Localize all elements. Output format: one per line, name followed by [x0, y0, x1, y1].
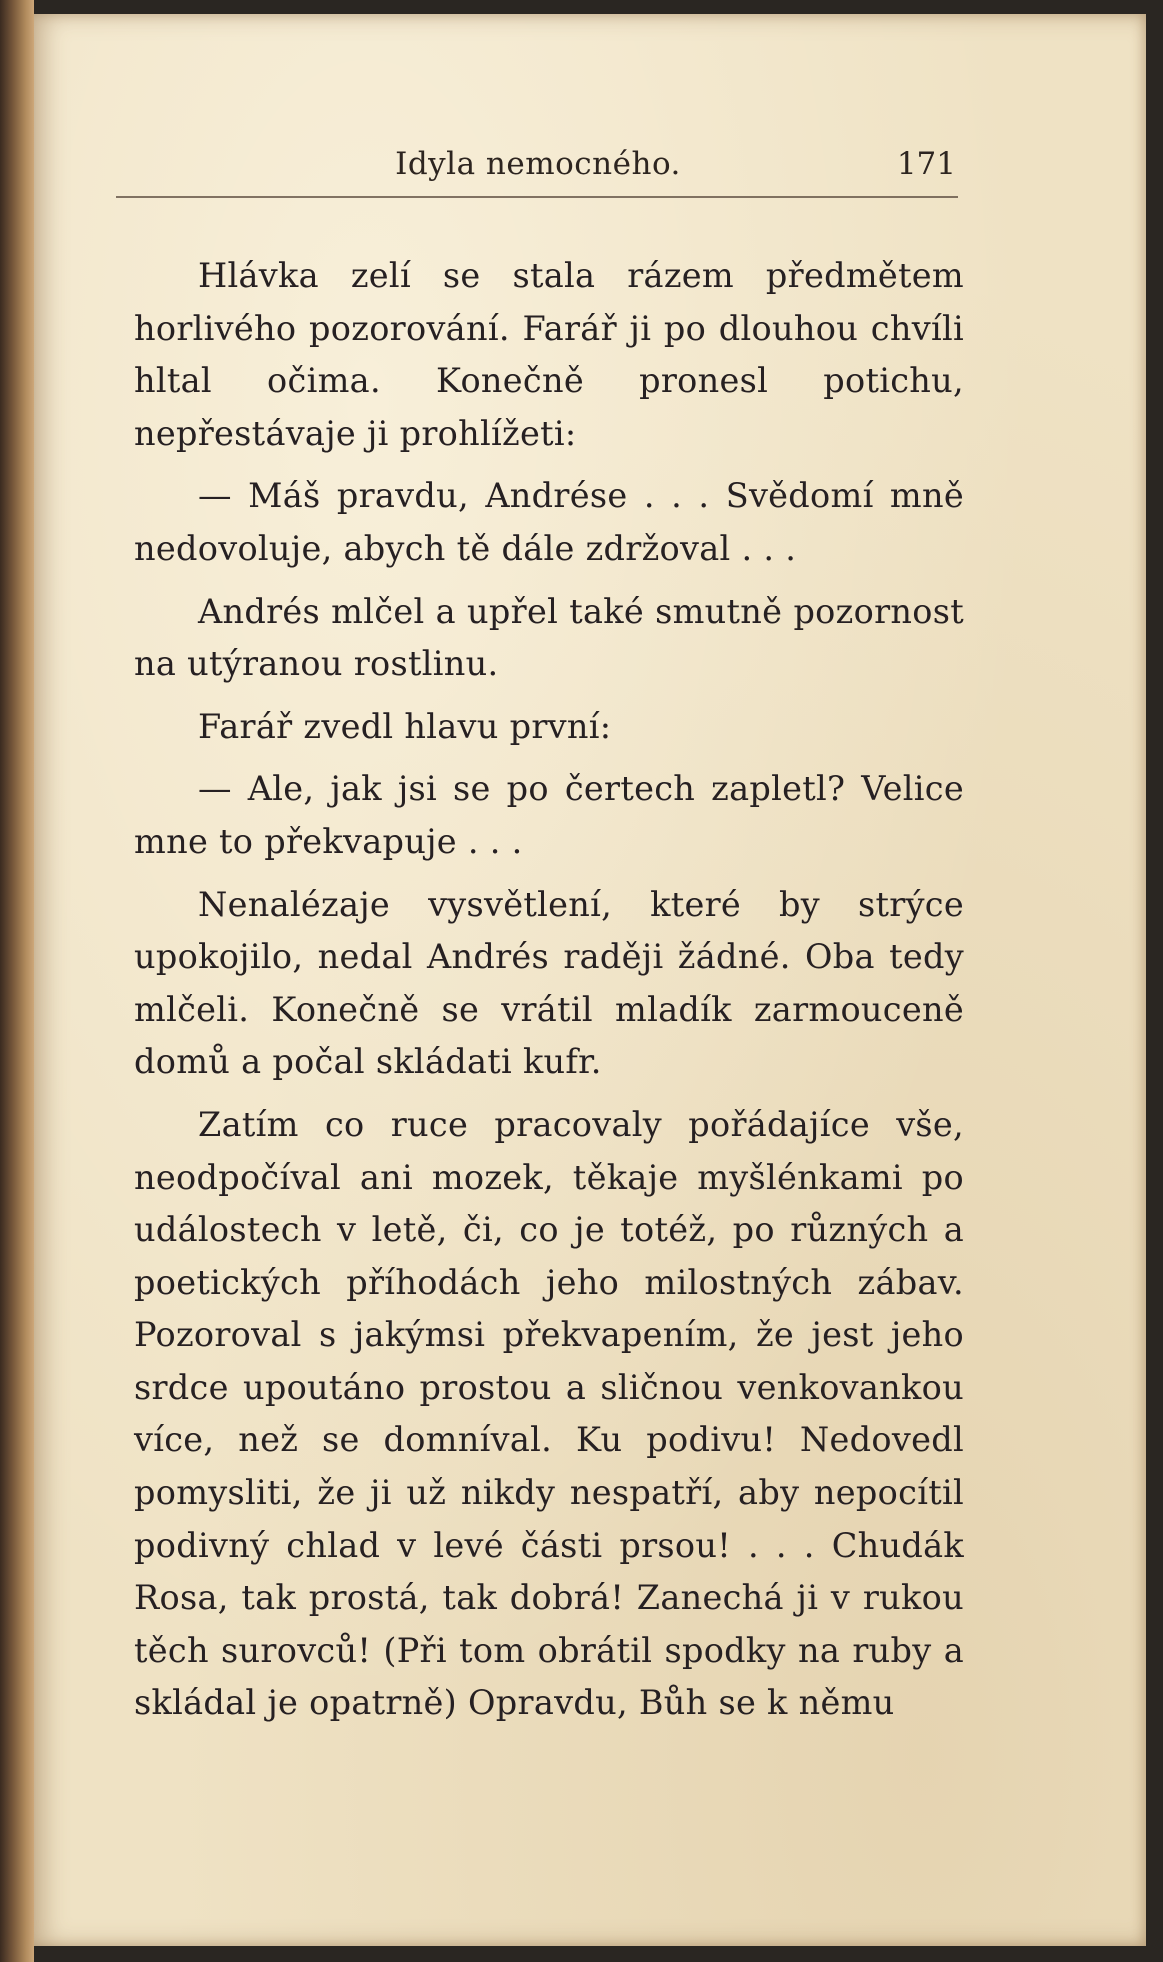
paragraph: Farář zvedl hlavu první: — [198, 706, 612, 746]
header-rule — [116, 196, 958, 198]
page-header — [112, 146, 964, 186]
book-spine — [0, 0, 34, 1962]
paragraph: Hlávka zelí se stala rázem předmětem horlivého pozorování. Farář ji po dlouhou chvíli hltal očima. Konečně pronesl potichu, nepřestávaje ji prohlížeti: — [134, 256, 964, 453]
paragraph: Andrés mlčel a upřel také smutně pozornost na utýranou rostlinu. — [134, 591, 964, 684]
paragraph: — Ale, jak jsi se po čertech zapletl? Velice mne to překvapuje . . . — [134, 769, 964, 861]
page-number: 171 — [896, 146, 956, 182]
paragraph: Nenalézaje vysvětlení, které by strýce upokojilo, nedal Andrés raději žádné. Oba tedy mlčeli. Konečně se vrátil mladík zarmouceně domů a počal skládati kufr. — [134, 884, 964, 1082]
paragraph: — Máš pravdu, Andrése . . . Svědomí mně nedovoluje, abych tě dále zdržoval . . . — [134, 476, 964, 568]
paragraph: Zatím co ruce pracovaly pořádajíce vše, neodpočíval ani mozek, těkaje myšlénkami po událostech v letě, či, co je totéž, po různých a poetických příhodách jeho milostných zábav. Pozoroval s jakýmsi překvapením, že jest jeho srdce upoutáno prostou a sličnou venkovankou více, než se domníval. Ku podivu! Nedovedl pomysliti, že ji už nikdy nespatří, aby nepocítil podivný chlad v levé části prsou! . . . Chudák Rosa, tak prostá, tak dobrá! Zanechá ji v rukou těch surovců! (Při tom obrátil spodky na ruby a skládal je opatrně) Opravdu, Bůh se k němu — [134, 1104, 964, 1723]
body-text — [134, 250, 964, 1740]
running-title: Idyla nemocného. — [395, 146, 681, 182]
